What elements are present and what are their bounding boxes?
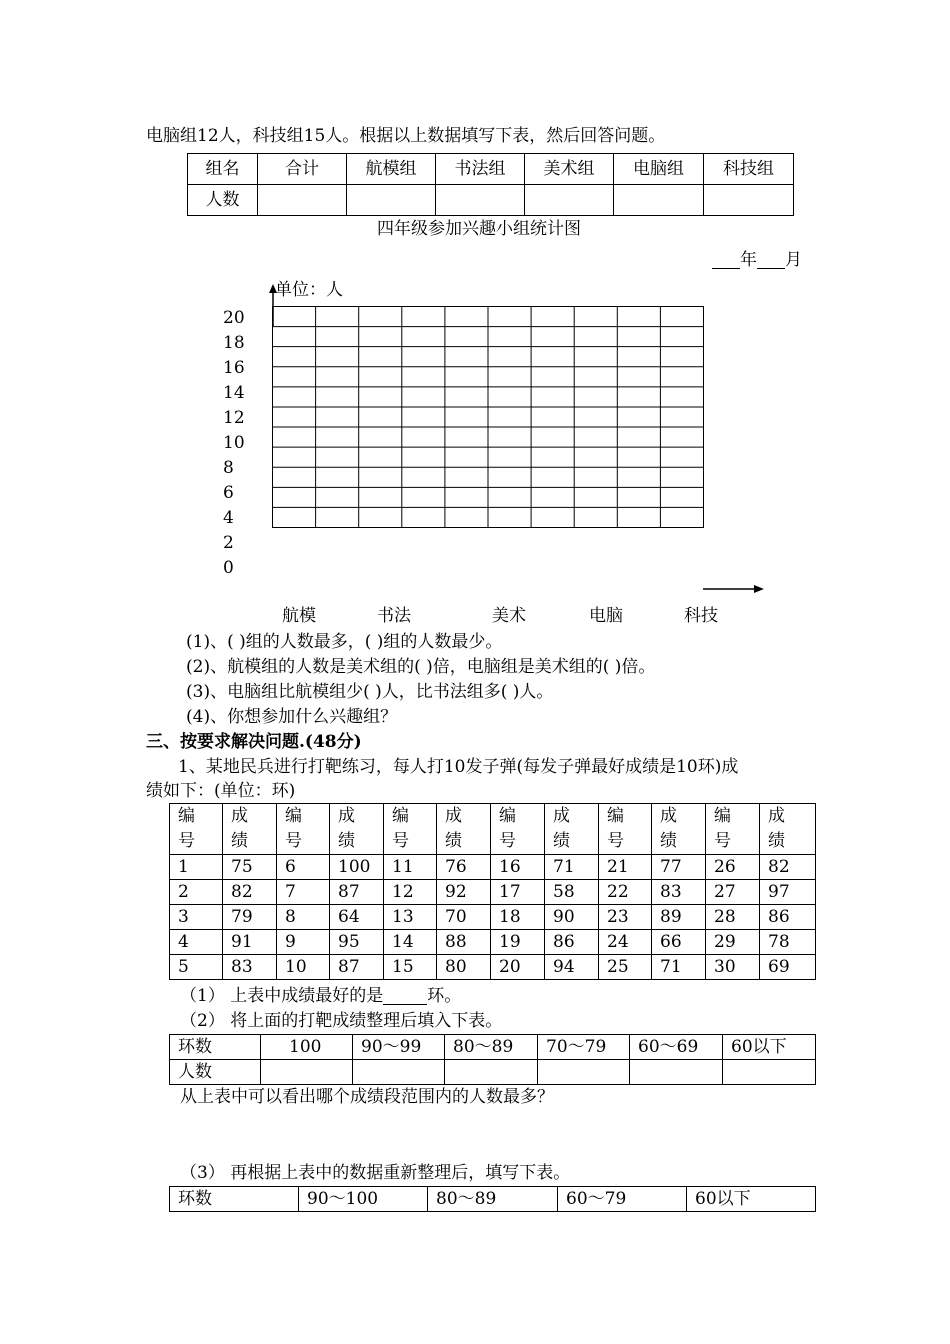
group-table [187, 153, 794, 216]
score-table-cell: 75 [223, 855, 277, 880]
score-table-header-cell [330, 804, 384, 855]
score-table-header-char: 绩 [553, 831, 570, 851]
sub-question-3: （3） 再根据上表中的数据重新整理后，填写下表。 [180, 1163, 571, 1183]
range-table-2-header-cell: 60～79 [558, 1187, 687, 1212]
score-table-cell: 17 [491, 880, 545, 905]
chart-unit-label: 单位：人 [275, 280, 343, 300]
score-table-header-char: 编 [178, 806, 195, 826]
score-table-cell: 77 [652, 855, 706, 880]
score-table-cell: 86 [760, 905, 816, 930]
range-table-blank-cell[interactable] [723, 1060, 816, 1085]
group-table-header-cell: 合计 [258, 154, 347, 185]
range-table-2 [169, 1186, 816, 1212]
x-category-label: 科技 [684, 606, 718, 626]
table-row [170, 880, 816, 905]
question-4: (4)、你想参加什么兴趣组？ [186, 707, 398, 727]
group-table-header-cell: 科技组 [704, 154, 794, 185]
score-table-cell: 83 [223, 955, 277, 980]
score-table-cell: 4 [170, 930, 223, 955]
score-table-cell: 11 [384, 855, 437, 880]
score-table-header-char: 成 [445, 806, 462, 826]
x-category-label: 电脑 [589, 606, 623, 626]
problem-1-line-1: 1、某地民兵进行打靶练习，每人打10发子弹(每发子弹最好成绩是10环)成 [178, 757, 739, 777]
score-table-header-char: 编 [499, 806, 516, 826]
y-tick-label: 14 [223, 383, 245, 403]
score-table-header-char: 编 [607, 806, 624, 826]
score-table-cell: 23 [599, 905, 652, 930]
score-table-cell: 20 [491, 955, 545, 980]
score-table-header-cell [760, 804, 816, 855]
score-table-cell: 18 [491, 905, 545, 930]
range-table-blank-cell[interactable] [261, 1060, 353, 1085]
sub-question-1-text: （1） 上表中成绩最好的是 [180, 986, 384, 1006]
y-tick-label: 6 [223, 483, 234, 503]
score-table-cell: 87 [330, 880, 384, 905]
score-table-cell: 1 [170, 855, 223, 880]
range-table-row-label: 人数 [170, 1060, 261, 1085]
group-table-blank-cell[interactable] [525, 185, 614, 216]
range-table-header-cell: 100 [261, 1035, 353, 1060]
x-category-label: 航模 [282, 606, 316, 626]
month-label: 月 [785, 250, 802, 270]
range-table-blank-cell[interactable] [630, 1060, 723, 1085]
range-table [169, 1034, 816, 1085]
score-table-cell: 27 [706, 880, 760, 905]
range-table-header-cell: 环数 [170, 1035, 261, 1060]
score-table-cell: 71 [652, 955, 706, 980]
question-3: (3)、电脑组比航模组少( )人，比书法组多( )人。 [186, 682, 554, 702]
score-table-cell: 26 [706, 855, 760, 880]
range-table-header-cell: 90～99 [353, 1035, 445, 1060]
score-table-cell: 24 [599, 930, 652, 955]
group-table-blank-cell[interactable] [704, 185, 794, 216]
score-table-cell: 12 [384, 880, 437, 905]
y-tick-label: 20 [223, 308, 245, 328]
score-table-cell: 88 [437, 930, 491, 955]
sub-question-2: （2） 将上面的打靶成绩整理后填入下表。 [180, 1011, 503, 1031]
group-table-header-cell: 书法组 [436, 154, 525, 185]
score-table-header-char: 成 [338, 806, 355, 826]
group-table-header-cell: 航模组 [347, 154, 436, 185]
score-table-cell: 5 [170, 955, 223, 980]
y-tick-label: 8 [223, 458, 234, 478]
score-table-header-char: 号 [178, 831, 195, 851]
score-table-cell: 2 [170, 880, 223, 905]
range-table-blank-cell[interactable] [353, 1060, 445, 1085]
chart-title: 四年级参加兴趣小组统计图 [377, 219, 581, 239]
group-table-blank-cell[interactable] [436, 185, 525, 216]
score-table-cell: 82 [223, 880, 277, 905]
table-row [170, 930, 816, 955]
x-category-label: 书法 [377, 606, 411, 626]
score-table-cell: 22 [599, 880, 652, 905]
score-table-header-char: 号 [714, 831, 731, 851]
score-table-header-char: 号 [392, 831, 409, 851]
intro-text: 电脑组12人，科技组15人。根据以上数据填写下表，然后回答问题。 [146, 126, 666, 146]
group-table-header-cell: 电脑组 [614, 154, 704, 185]
score-table-cell: 90 [545, 905, 599, 930]
score-table-cell: 87 [330, 955, 384, 980]
score-table-cell: 69 [760, 955, 816, 980]
score-table-cell: 64 [330, 905, 384, 930]
y-tick-label: 16 [223, 358, 245, 378]
y-tick-label: 2 [223, 533, 234, 553]
problem-1-line-2: 绩如下：(单位：环) [146, 781, 296, 801]
score-table-cell: 82 [760, 855, 816, 880]
score-table-header-char: 绩 [231, 831, 248, 851]
range-table-header-cell: 60以下 [723, 1035, 816, 1060]
score-table-cell: 66 [652, 930, 706, 955]
score-table-cell: 79 [223, 905, 277, 930]
score-table-cell: 15 [384, 955, 437, 980]
score-table-cell: 13 [384, 905, 437, 930]
best-score-blank[interactable] [383, 989, 427, 1005]
score-table-header-char: 绩 [660, 831, 677, 851]
score-table-cell: 7 [277, 880, 330, 905]
score-table-cell: 3 [170, 905, 223, 930]
score-table-header-cell [599, 804, 652, 855]
score-table-cell: 8 [277, 905, 330, 930]
score-table-header-cell [170, 804, 223, 855]
score-table-cell: 6 [277, 855, 330, 880]
group-table-header-cell: 组名 [188, 154, 258, 185]
score-table-cell: 97 [760, 880, 816, 905]
score-table-cell: 94 [545, 955, 599, 980]
score-table-header-char: 号 [607, 831, 624, 851]
score-table-cell: 19 [491, 930, 545, 955]
range-table-blank-cell[interactable] [445, 1060, 538, 1085]
group-table-blank-cell[interactable] [347, 185, 436, 216]
range-table-header-cell: 60～69 [630, 1035, 723, 1060]
score-table-header-char: 成 [231, 806, 248, 826]
month-blank[interactable] [757, 253, 785, 269]
score-table-cell: 83 [652, 880, 706, 905]
year-blank[interactable] [712, 253, 740, 269]
score-table-cell: 95 [330, 930, 384, 955]
score-table-header-char: 绩 [338, 831, 355, 851]
score-table-cell: 30 [706, 955, 760, 980]
x-category-label: 美术 [492, 606, 526, 626]
range-table-header-cell: 80～89 [445, 1035, 538, 1060]
range-table-header-cell: 70～79 [538, 1035, 630, 1060]
score-table-header-char: 成 [660, 806, 677, 826]
score-table-header-char: 绩 [768, 831, 785, 851]
range-table-blank-cell[interactable] [538, 1060, 630, 1085]
question-2: (2)、航模组的人数是美术组的( )倍，电脑组是美术组的( )倍。 [186, 657, 656, 677]
score-table-header-cell [437, 804, 491, 855]
question-1: (1)、( )组的人数最多，( )组的人数最少。 [186, 632, 503, 652]
score-table-cell: 71 [545, 855, 599, 880]
score-table-header-cell [652, 804, 706, 855]
chart-date [712, 252, 802, 269]
score-table-cell: 9 [277, 930, 330, 955]
score-table-header-cell [277, 804, 330, 855]
group-table-blank-cell[interactable] [258, 185, 347, 216]
score-table-cell: 21 [599, 855, 652, 880]
score-table-header-char: 编 [285, 806, 302, 826]
score-table-cell: 89 [652, 905, 706, 930]
y-tick-label: 12 [223, 408, 245, 428]
score-table-cell: 76 [437, 855, 491, 880]
score-table-cell: 58 [545, 880, 599, 905]
score-table-cell: 28 [706, 905, 760, 930]
sub-question-1-suffix: 环。 [427, 986, 462, 1006]
score-table-header-char: 绩 [445, 831, 462, 851]
score-table-header-char: 成 [768, 806, 785, 826]
y-tick-label: 0 [223, 558, 234, 578]
score-table-header-char: 成 [553, 806, 570, 826]
range-table-2-header-cell: 环数 [170, 1187, 299, 1212]
score-table-cell: 78 [760, 930, 816, 955]
range-table-2-header-cell: 90～100 [299, 1187, 428, 1212]
table-row [170, 955, 816, 980]
y-tick-label: 10 [223, 433, 245, 453]
y-tick-label: 18 [223, 333, 245, 353]
group-table-header-cell: 美术组 [525, 154, 614, 185]
section-3-heading: 三、按要求解决问题.(48分) [146, 732, 362, 752]
score-table-header-char: 号 [285, 831, 302, 851]
score-table-header-cell [384, 804, 437, 855]
group-table-blank-cell[interactable] [614, 185, 704, 216]
table-row [170, 905, 816, 930]
y-tick-label: 4 [223, 508, 234, 528]
sub-question-1 [180, 988, 461, 1005]
score-table-cell: 91 [223, 930, 277, 955]
score-table-header-cell [545, 804, 599, 855]
score-table-cell: 16 [491, 855, 545, 880]
score-table-cell: 92 [437, 880, 491, 905]
score-table-cell: 70 [437, 905, 491, 930]
score-table-cell: 29 [706, 930, 760, 955]
score-table-cell: 86 [545, 930, 599, 955]
year-label: 年 [740, 250, 757, 270]
score-table-header-cell [223, 804, 277, 855]
score-table-cell: 25 [599, 955, 652, 980]
score-table-header-cell [491, 804, 545, 855]
x-axis-arrow [703, 582, 765, 596]
chart-grid[interactable] [272, 306, 704, 528]
score-table-header-char: 编 [392, 806, 409, 826]
question-most-range: 从上表中可以看出哪个成绩段范围内的人数最多？ [180, 1087, 554, 1107]
score-table [169, 803, 816, 980]
score-table-header-cell [706, 804, 760, 855]
score-table-cell: 80 [437, 955, 491, 980]
score-table-cell: 10 [277, 955, 330, 980]
table-row [170, 855, 816, 880]
group-table-row-label: 人数 [188, 185, 258, 216]
range-table-2-header-cell: 80～89 [428, 1187, 558, 1212]
score-table-cell: 100 [330, 855, 384, 880]
score-table-header-char: 号 [499, 831, 516, 851]
score-table-cell: 14 [384, 930, 437, 955]
range-table-2-header-cell: 60以下 [687, 1187, 816, 1212]
score-table-header-char: 编 [714, 806, 731, 826]
